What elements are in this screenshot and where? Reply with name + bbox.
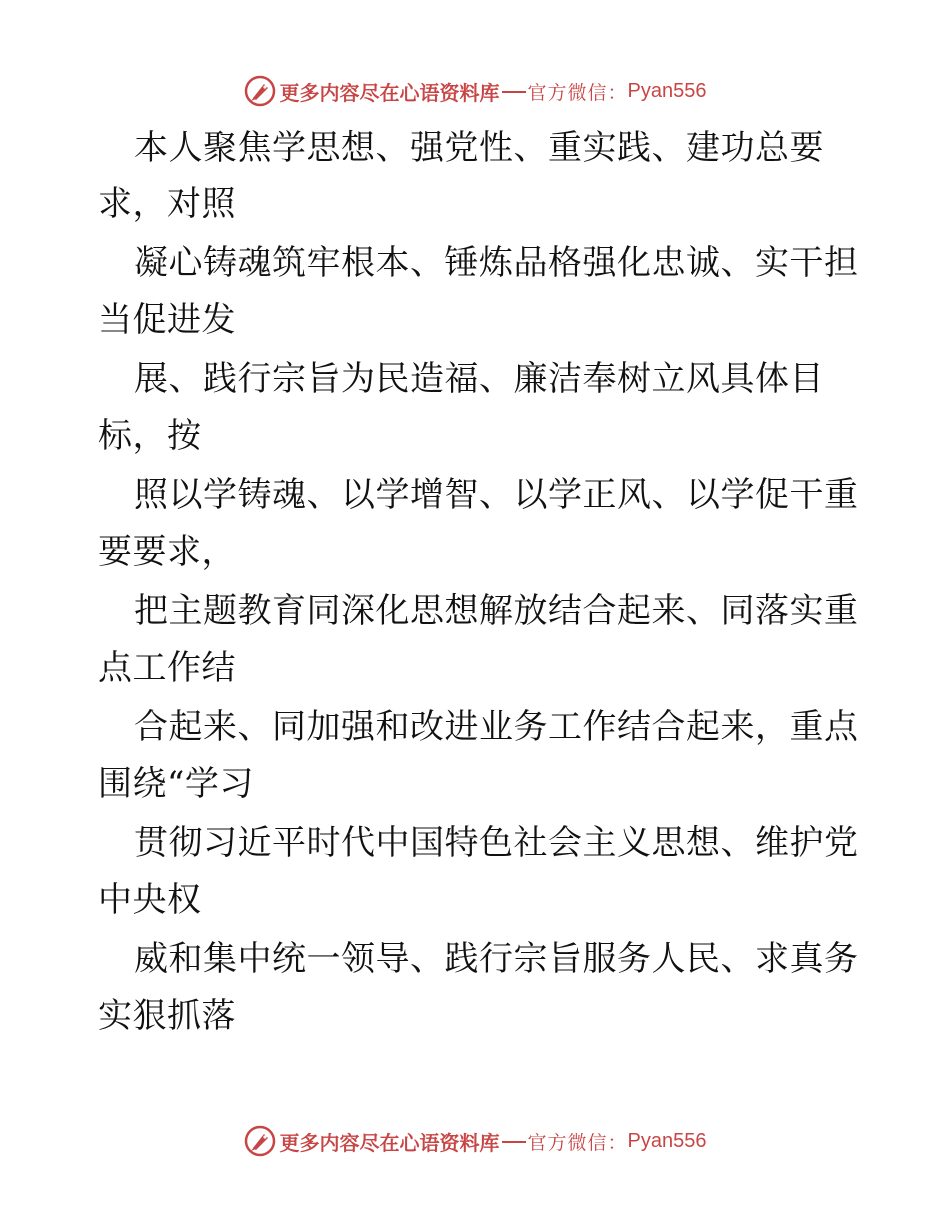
paragraph-line: 实狠抓落 (98, 996, 236, 1036)
paragraph-line: 展、践行宗旨为民造福、廉洁奉树立风具体目 (134, 359, 824, 399)
paragraph-line: 合起来、同加强和改进业务工作结合起来，重点 (134, 707, 859, 747)
paragraph-line: 点工作结 (98, 648, 236, 688)
watermark-wechat-label: 官方微信： (527, 1131, 628, 1154)
paragraph-line: 围绕“学习 (98, 764, 254, 804)
watermark-site-text: 更多内容尽在心语资料库 (279, 1130, 500, 1155)
paragraph-line: 中央权 (98, 880, 202, 920)
paragraph-line: 标，按 (98, 416, 202, 456)
watermark-wechat-label: 官方微信： (527, 81, 628, 104)
watermark-site-text: 更多内容尽在心语资料库 (279, 80, 500, 105)
paragraph-line: 凝心铸魂筑牢根本、锤炼品格强化忠诚、实干担 (134, 243, 859, 283)
paragraph-line: 当促进发 (98, 300, 236, 340)
paragraph-line: 本人聚焦学思想、强党性、重实践、建功总要 (134, 128, 824, 168)
header-watermark (0, 71, 950, 111)
paragraph-line: 求，对照 (98, 184, 236, 224)
paragraph-line: 贯彻习近平时代中国特色社会主义思想、维护党 (134, 823, 859, 863)
pen-nib-logo-icon (244, 1125, 276, 1157)
footer-watermark (0, 1121, 950, 1161)
pen-nib-logo-icon (244, 75, 276, 107)
watermark-wechat-id: Pyan556 (627, 1129, 707, 1152)
paragraph-line: 要要求， (98, 532, 236, 572)
watermark-wechat-id: Pyan556 (627, 79, 707, 102)
paragraph-line: 照以学铸魂、以学增智、以学正风、以学促干重 (134, 475, 859, 515)
paragraph-line: 威和集中统一领导、践行宗旨服务人民、求真务 (134, 939, 859, 979)
watermark-dash (502, 91, 526, 93)
paragraph-line: 把主题教育同深化思想解放结合起来、同落实重 (134, 591, 859, 631)
watermark-dash (502, 1141, 526, 1143)
